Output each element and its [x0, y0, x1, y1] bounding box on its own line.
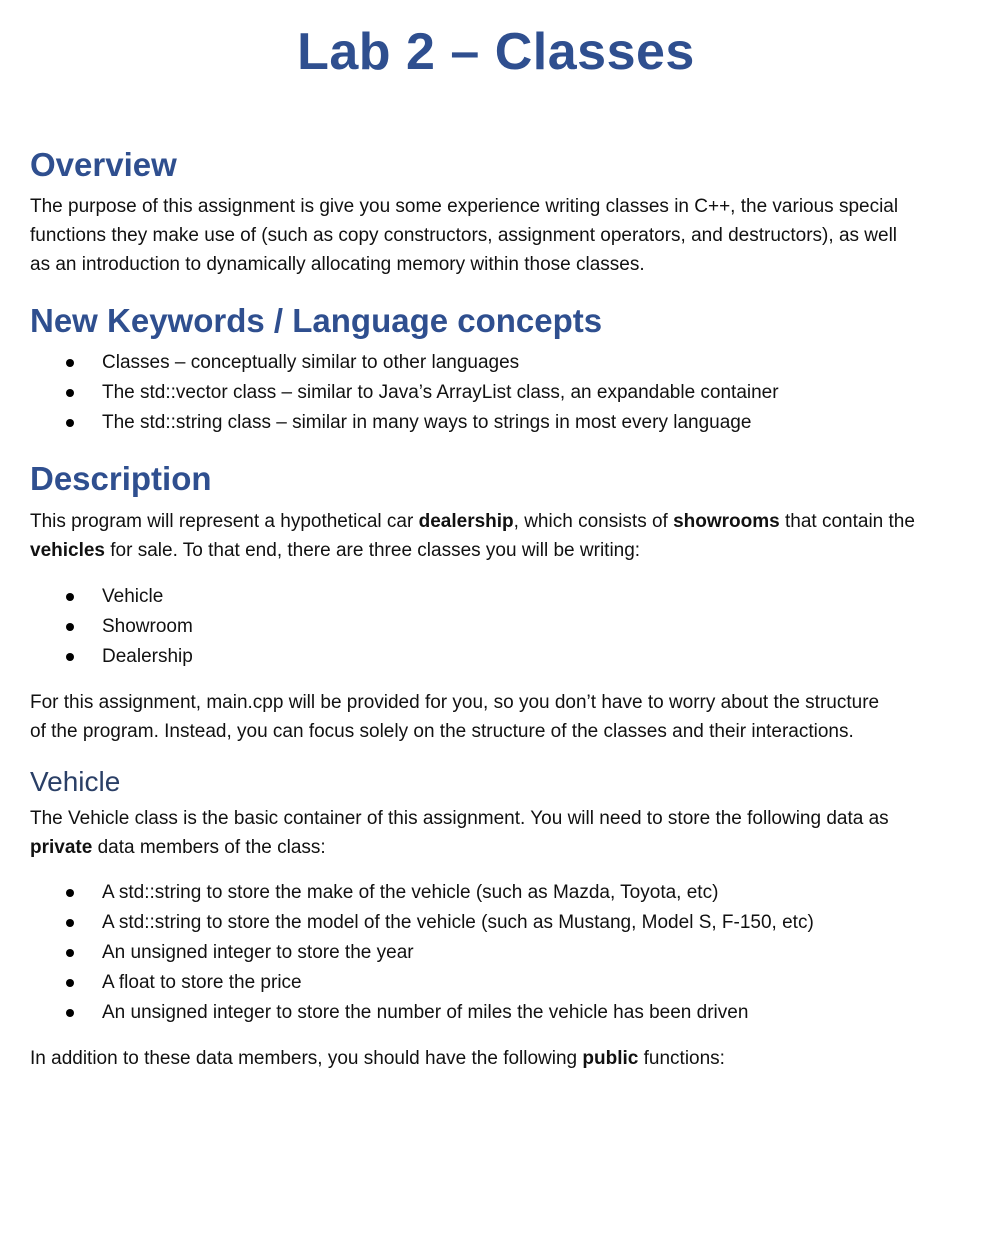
vehicle-paragraph [30, 804, 980, 862]
overview-line: The purpose of this assignment is give you some experience writing classes in C++, the various special [30, 196, 899, 217]
list-item-text: Dealership [102, 646, 193, 667]
list-item-text: Showroom [102, 616, 193, 637]
bullet-icon [66, 623, 74, 631]
description-line [30, 536, 980, 565]
bullet-icon [66, 889, 74, 897]
list-item [0, 408, 992, 438]
overview-paragraph [30, 192, 980, 279]
list-item-text: The std::vector class – similar to Java’s ArrayList class, an expandable container [102, 382, 779, 403]
list-item [0, 642, 992, 672]
list-item [0, 938, 992, 968]
page-title: Lab 2 – Classes [297, 23, 695, 81]
description-paragraph-2 [30, 688, 980, 746]
list-item [0, 582, 992, 612]
overview-heading: Overview [30, 146, 177, 183]
list-item-text: The std::string class – similar in many ways to strings in most every language [102, 412, 752, 433]
list-item [0, 998, 992, 1028]
text-run: , which consists of [513, 511, 674, 532]
list-item-text: An unsigned integer to store the year [102, 942, 414, 963]
text-run: In addition to these data members, you should have the following [30, 1048, 583, 1069]
vehicle-line [30, 1044, 980, 1073]
bullet-icon [66, 919, 74, 927]
vehicle-members-list [0, 878, 992, 1028]
list-item-text: A std::string to store the make of the vehicle (such as Mazda, Toyota, etc) [102, 882, 719, 903]
list-item [0, 908, 992, 938]
list-item [0, 378, 992, 408]
bullet-icon [66, 389, 74, 397]
description-heading: Description [30, 460, 212, 497]
bullet-icon [66, 419, 74, 427]
overview-line: as an introduction to dynamically allocating memory within those classes. [30, 254, 645, 275]
bullet-icon [66, 359, 74, 367]
bullet-icon [66, 593, 74, 601]
list-item-text: A float to store the price [102, 972, 302, 993]
list-item [0, 968, 992, 998]
bold-term-private: private [30, 837, 93, 858]
text-run: This program will represent a hypothetical car [30, 511, 419, 532]
classes-list [0, 582, 992, 672]
bullet-icon [66, 979, 74, 987]
description-line: of the program. Instead, you can focus solely on the structure of the classes and their interactions. [30, 721, 854, 742]
list-item [0, 612, 992, 642]
vehicle-paragraph-2 [30, 1044, 980, 1073]
list-item-text: An unsigned integer to store the number of miles the vehicle has been driven [102, 1002, 749, 1023]
description-line [30, 507, 980, 536]
bold-term-public: public [582, 1048, 639, 1069]
keywords-list [0, 348, 992, 438]
text-run: data members of the class: [92, 837, 326, 858]
keywords-heading: New Keywords / Language concepts [30, 302, 603, 339]
list-item-text: Classes – conceptually similar to other languages [102, 352, 520, 373]
text-run: for sale. To that end, there are three classes you will be writing: [105, 540, 641, 561]
description-paragraph [30, 507, 980, 565]
bullet-icon [66, 1009, 74, 1017]
description-line: For this assignment, main.cpp will be provided for you, so you don’t have to worry about the structure [30, 692, 880, 713]
bullet-icon [66, 949, 74, 957]
vehicle-line: The Vehicle class is the basic container of this assignment. You will need to store the following data as [30, 808, 889, 829]
vehicle-heading: Vehicle [30, 766, 121, 797]
overview-line: functions they make use of (such as copy constructors, assignment operators, and destructors), as well [30, 225, 898, 246]
list-item-text: A std::string to store the model of the vehicle (such as Mustang, Model S, F-150, etc) [102, 912, 814, 933]
bullet-icon [66, 653, 74, 661]
vehicle-line [30, 833, 980, 862]
list-item [0, 348, 992, 378]
bold-term-vehicles: vehicles [30, 540, 105, 561]
bold-term-showrooms: showrooms [673, 511, 780, 532]
text-run: functions: [638, 1048, 725, 1069]
bold-term-dealership: dealership [418, 511, 514, 532]
list-item [0, 878, 992, 908]
text-run: that contain the [779, 511, 915, 532]
list-item-text: Vehicle [102, 586, 164, 607]
